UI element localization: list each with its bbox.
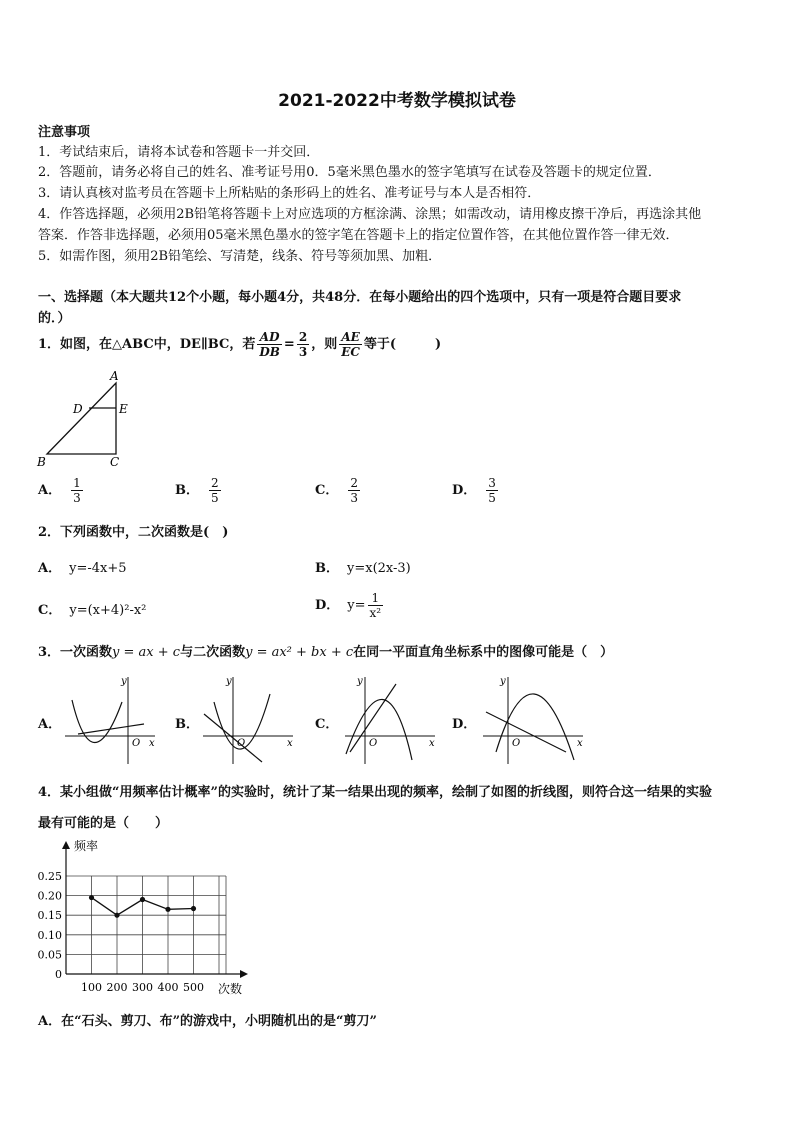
q3-graph-a[interactable]: [60, 672, 160, 768]
question-1-stem: 1．如图，在△ABC中，DE∥BC，若 $\frac{AD}{DB}$ = $\frac{2}{3}$ ，则 $\frac{AE}{EC}$ 等于( ): [38, 330, 442, 359]
svg-text:y: y: [500, 676, 506, 687]
question-4-stem-cont: 最有可能的是（ ）: [38, 816, 169, 831]
q3-graph-c[interactable]: [340, 672, 440, 768]
frequency-line-chart: [34, 834, 254, 999]
q3-option-a[interactable]: A．: [38, 717, 62, 732]
svg-text:y: y: [226, 676, 232, 687]
y-axis-title: 频率: [74, 839, 99, 853]
note-item: 3．请认真核对监考员在答题卡上所粘贴的条形码上的姓名、准考证号与本人是否相符．: [38, 186, 541, 201]
q2-option-a[interactable]: A． y=-4x+5: [38, 561, 127, 576]
y-tick-label: 0.25: [37, 870, 62, 883]
label-e: E: [119, 402, 128, 416]
svg-text:y: y: [357, 676, 363, 687]
q1-option-b[interactable]: B． $\frac{2}{5}$: [175, 476, 219, 505]
data-point: [89, 895, 94, 900]
svg-text:x: x: [577, 738, 583, 749]
q2-option-d[interactable]: D． y= $\frac{1}{\text{x²}}$: [315, 591, 382, 620]
question-4-stem: 4．某小组做“用频率估计概率”的实验时，统计了某一结果出现的频率，绘制了如图的折线图，则符合这一结果的实验: [38, 785, 713, 800]
q3-graph-d[interactable]: [478, 672, 588, 768]
svg-text:x: x: [149, 738, 155, 749]
q2-option-b[interactable]: B． y=x(2x-3): [315, 561, 411, 576]
data-point: [140, 897, 145, 902]
x-tick-label: 200: [106, 981, 128, 994]
fraction-ae-ec: $\frac{AE}{EC}$: [341, 330, 360, 359]
note-item: 4．作答选择题，必须用2B铅笔将答题卡上对应选项的方框涂满、涂黑；如需改动，请用橡皮擦干净后，再选涂其他: [38, 207, 702, 222]
notes-heading: 注意事项: [38, 125, 91, 140]
q3-option-b[interactable]: B．: [175, 717, 199, 732]
y-tick-label: 0.20: [37, 889, 62, 903]
x-axis-title: 次数: [218, 982, 243, 996]
data-point: [114, 913, 119, 918]
triangle-figure: [34, 368, 134, 470]
fraction-ad-db: $\frac{AD}{DB}$: [259, 330, 280, 359]
note-item: 5．如需作图，须用2B铅笔绘、写清楚，线条、符号等须加黑、加粗．: [38, 249, 442, 264]
q2-option-c[interactable]: C． y=(x+4)²-x²: [38, 603, 147, 618]
y-axis-arrow: [62, 841, 70, 849]
q1-option-d[interactable]: D． $\frac{3}{5}$: [452, 476, 496, 505]
data-point: [165, 907, 170, 912]
label-a: A: [110, 369, 119, 383]
q3-option-c[interactable]: C．: [315, 717, 339, 732]
svg-text:y: y: [121, 676, 127, 687]
data-point: [191, 906, 196, 911]
q4-option-a[interactable]: A．在“石头、剪刀、布”的游戏中，小明随机出的是“剪刀”: [38, 1014, 377, 1029]
svg-text:O: O: [132, 738, 141, 749]
svg-text:O: O: [369, 738, 378, 749]
question-3-stem: 3．一次函数y = ax + c与二次函数y = ax² + bx + c在同一平面直角坐标系中的图像可能是（ ）: [38, 645, 614, 660]
q1-option-a[interactable]: A． $\frac{1}{3}$: [38, 476, 81, 505]
x-tick-label: 500: [183, 981, 204, 994]
svg-text:x: x: [287, 738, 293, 749]
note-item: 答案．作答非选择题，必须用05毫米黑色墨水的签字笔在答题卡上的指定位置作答，在其他位置作答一律无效．: [38, 228, 679, 243]
note-item: 1．考试结束后，请将本试卷和答题卡一并交回．: [38, 145, 320, 160]
question-2-stem: 2．下列函数中，二次函数是( ): [38, 525, 229, 540]
fraction-2-3: $\frac{2}{3}$: [298, 330, 308, 359]
q1-option-c[interactable]: C． $\frac{2}{3}$: [315, 476, 358, 505]
page-title: 2021-2022中考数学模拟试卷: [278, 91, 516, 111]
svg-text:O: O: [512, 738, 521, 749]
svg-text:x: x: [429, 738, 435, 749]
x-axis-arrow: [240, 970, 248, 978]
svg-text:O: O: [237, 738, 246, 749]
y-tick-label: 0.10: [37, 928, 62, 942]
q3-option-d[interactable]: D．: [452, 717, 477, 732]
x-tick-label: 100: [81, 981, 102, 994]
section-heading: 一、选择题（本大题共12个小题，每小题4分，共48分．在每小题给出的四个选项中，只有一项是符合题目要求: [38, 290, 682, 305]
section-heading-cont: 的．）: [38, 311, 71, 326]
label-b: B: [37, 455, 46, 469]
x-tick-label: 300: [132, 981, 153, 994]
x-tick-label: 400: [157, 981, 179, 994]
label-d: D: [73, 402, 83, 416]
y-tick-label: 0.15: [37, 909, 62, 923]
note-item: 2．答题前，请务必将自己的姓名、准考证号用0．5毫米黑色墨水的签字笔填写在试卷及答题卡的规定位置．: [38, 165, 661, 180]
y-tick-label: 0: [55, 968, 62, 981]
q3-graph-b[interactable]: [198, 672, 298, 768]
label-c: C: [110, 455, 120, 469]
y-tick-label: 0.05: [37, 948, 62, 962]
